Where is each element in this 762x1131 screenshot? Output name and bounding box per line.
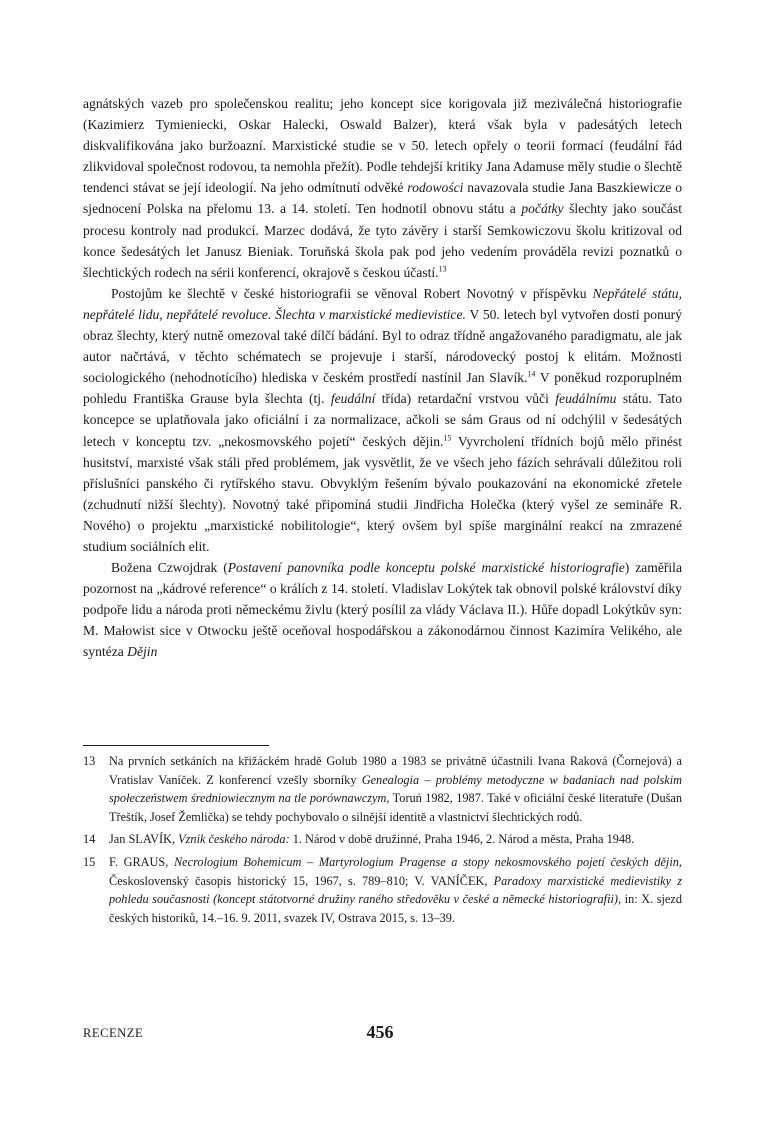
italic-run: Necrologium Bohemicum – Martyrologium Pragense a stopy nekosmovského pojetí českých dějin, (173, 854, 682, 869)
text-run: ) zaměřila pozornost na „kádrové reference“ o králích z 14. století. Vladislav Lokýtek tak obnovil polské království díky podpoře lidu a národa proti německému živlu (který posílil za vlády Václava II.). Hůře dopadl Lokýtkův syn: M. Małowist sice v Otwocku ještě oceňoval hospodářskou a zákonodárnou činnost Kazimíra Velikého, ale syntéza (83, 560, 682, 660)
text-run: Na prvních setkáních na křižáckém hradě Golub 1980 a 1983 se privátně účastnili Ivana Raková (Čornejová) a Vratislav Vaníček. Z konferencí vzešly sborníky (109, 754, 682, 787)
footnote-separator (83, 745, 269, 746)
footnote-text (109, 830, 682, 849)
paragraph-1 (83, 93, 682, 283)
italic-run: Paradoxy marxistické medievistiky z pohledu současnosti (koncept státotvorné družiny raného středověku v české a německé historiografii), (109, 873, 683, 907)
text-run: in: X. sjezd českých historiků, 14.–16. 9. 2011, svazek IV, Ostrava 2015, s. 13–39. (109, 892, 682, 925)
italic-run: Dějin (127, 644, 158, 660)
italic-run: Nepřátelé státu, nepřátelé lidu, nepřátelé revoluce. Šlechta v marxistické medievistice. (83, 285, 682, 322)
footnote-ref-15[interactable]: 15 (443, 432, 452, 442)
italic-run: rodowości (407, 180, 464, 196)
text-run: Jan SLAVÍK, (109, 832, 179, 847)
italic-run: feudální (330, 391, 376, 407)
paragraph-2 (83, 283, 682, 557)
footnote-ref-14[interactable]: 14 (527, 369, 536, 379)
italic-run: feudálnímu (555, 391, 617, 407)
main-text (83, 93, 682, 663)
italic-run: Postavení panovníka podle konceptu polské marxistické historiografie (227, 560, 625, 576)
text-run: Československý časopis historický 15, 1967, s. 789–810; V. VANÍČEK, (109, 873, 494, 888)
text-run: Postojům ke šlechtě v české historiografii se věnoval Robert Novotný v příspěvku (111, 285, 593, 301)
italic-run: Genealogia – problémy metodyczne w badaniach nad polskim społeczeństwem średniowiecznym na tle porównawczym, (109, 772, 683, 806)
footnote-text (109, 752, 682, 826)
text-run: navazovala studie Jana Baszkiewicze o sjednocení Polska na přelomu 13. a 14. století. Ten hodnotil obnovu státu a (83, 180, 682, 217)
text-run: Toruń 1982, 1987. Také v oficiální české literatuře (Dušan Třeštík, Josef Žemlička) se tehdy pochybovalo o silnější identitě a vlastnictví šlechtických rodů. (109, 791, 683, 824)
page-number: 456 (366, 1022, 394, 1042)
text-run: 1. Národ v době družinné, Praha 1946, 2. Národ a města, Praha 1948. (289, 832, 635, 847)
text-run: F. GRAUS, (109, 854, 174, 869)
footnote-15 (83, 853, 682, 927)
italic-run: Vznik českého národa: (178, 832, 290, 847)
text-run: státu. Tato koncepce se uplatňovala jako oficiální i za normalizace, ačkoli se sám Graus od ní odchýlil v šedesátých letech v konceptu tzv. „nekosmovského pojetí“ českých dějin. (83, 391, 682, 449)
text-run: Vyvrcholení třídních bojů mělo přinést husitství, marxisté však stáli před problémem, jak vysvětlit, že ve všech jeho fázích sehrávali důležitou roli příslušníci panského či rytířského stavu. Obvyklým řešením bývalo poukazování na ekonomické zřetele (zchudnutí nižší šlechty). Novotný také připomíná studii Jindřicha Holečka (který vyšel ze semináře R. Nového) o projektu „marxistické nobilitologie“, který ovšem byl spíše marginální reakcí na zmrazené studium sociálních elit. (83, 433, 682, 554)
footnote-number: 15 (83, 854, 96, 869)
footnote-14 (83, 830, 682, 849)
text-run: třída) retardační vrstvou vůči (375, 391, 556, 407)
footnote-number: 13 (83, 754, 96, 768)
text-run: V poněkud rozporuplném pohledu Františka Grause byla šlechta (tj. (83, 370, 682, 407)
italic-run: počátky (521, 201, 564, 217)
footnotes (83, 752, 682, 931)
footnote-text (109, 853, 682, 927)
text-run: šlechty jako součást procesu kontroly nad produkcí. Marzec dodává, že tyto závěry i starší Semkowiczovu školu kritizoval od konce šedesátých let Janusz Bieniak. Toruňská škola pak pod jeho vedením prováděla revizi poznatků o šlechtických rodech na sérii konferencí, okrajově s českou účastí. (83, 201, 682, 280)
paragraph-3 (83, 557, 682, 662)
section-label: RECENZE (83, 1026, 144, 1040)
footnote-ref-13[interactable]: 13 (438, 264, 447, 274)
text-run: agnátských vazeb pro společenskou realitu; jeho koncept sice korigovala již meziválečná historiografie (Kazimierz Tymieniecki, Oskar Halecki, Oswald Balzer), která však byla v padesátých letech diskvalifikována jako buržoazní. Marxistické studie se v 50. letech opřely o teorii formací (feudální řád zlikvidoval společnost rodovou, ta nemohla přežít). Podle tehdejší kritiky Jana Adamuse měly studie o šlechtě tendenci stávat se její ideologií. Na jeho odmítnutí odvěké (83, 96, 682, 196)
footnote-13 (83, 752, 682, 826)
footnote-number: 14 (83, 832, 96, 847)
text-run: Božena Czwojdrak ( (111, 560, 228, 576)
text-run: V 50. letech byl vytvořen dosti ponurý obraz šlechty, který nutně omezoval také dílčí bádání. Byl to odraz třídně angažovaného paradigmatu, ale jak autor načrtává, v těchto schématech se projevuje i starší, národovecký postoj k elitám. Možnosti sociologického (nehodnotícího) hlediska v českém prostředí nastínil Jan Slavík. (83, 306, 682, 386)
